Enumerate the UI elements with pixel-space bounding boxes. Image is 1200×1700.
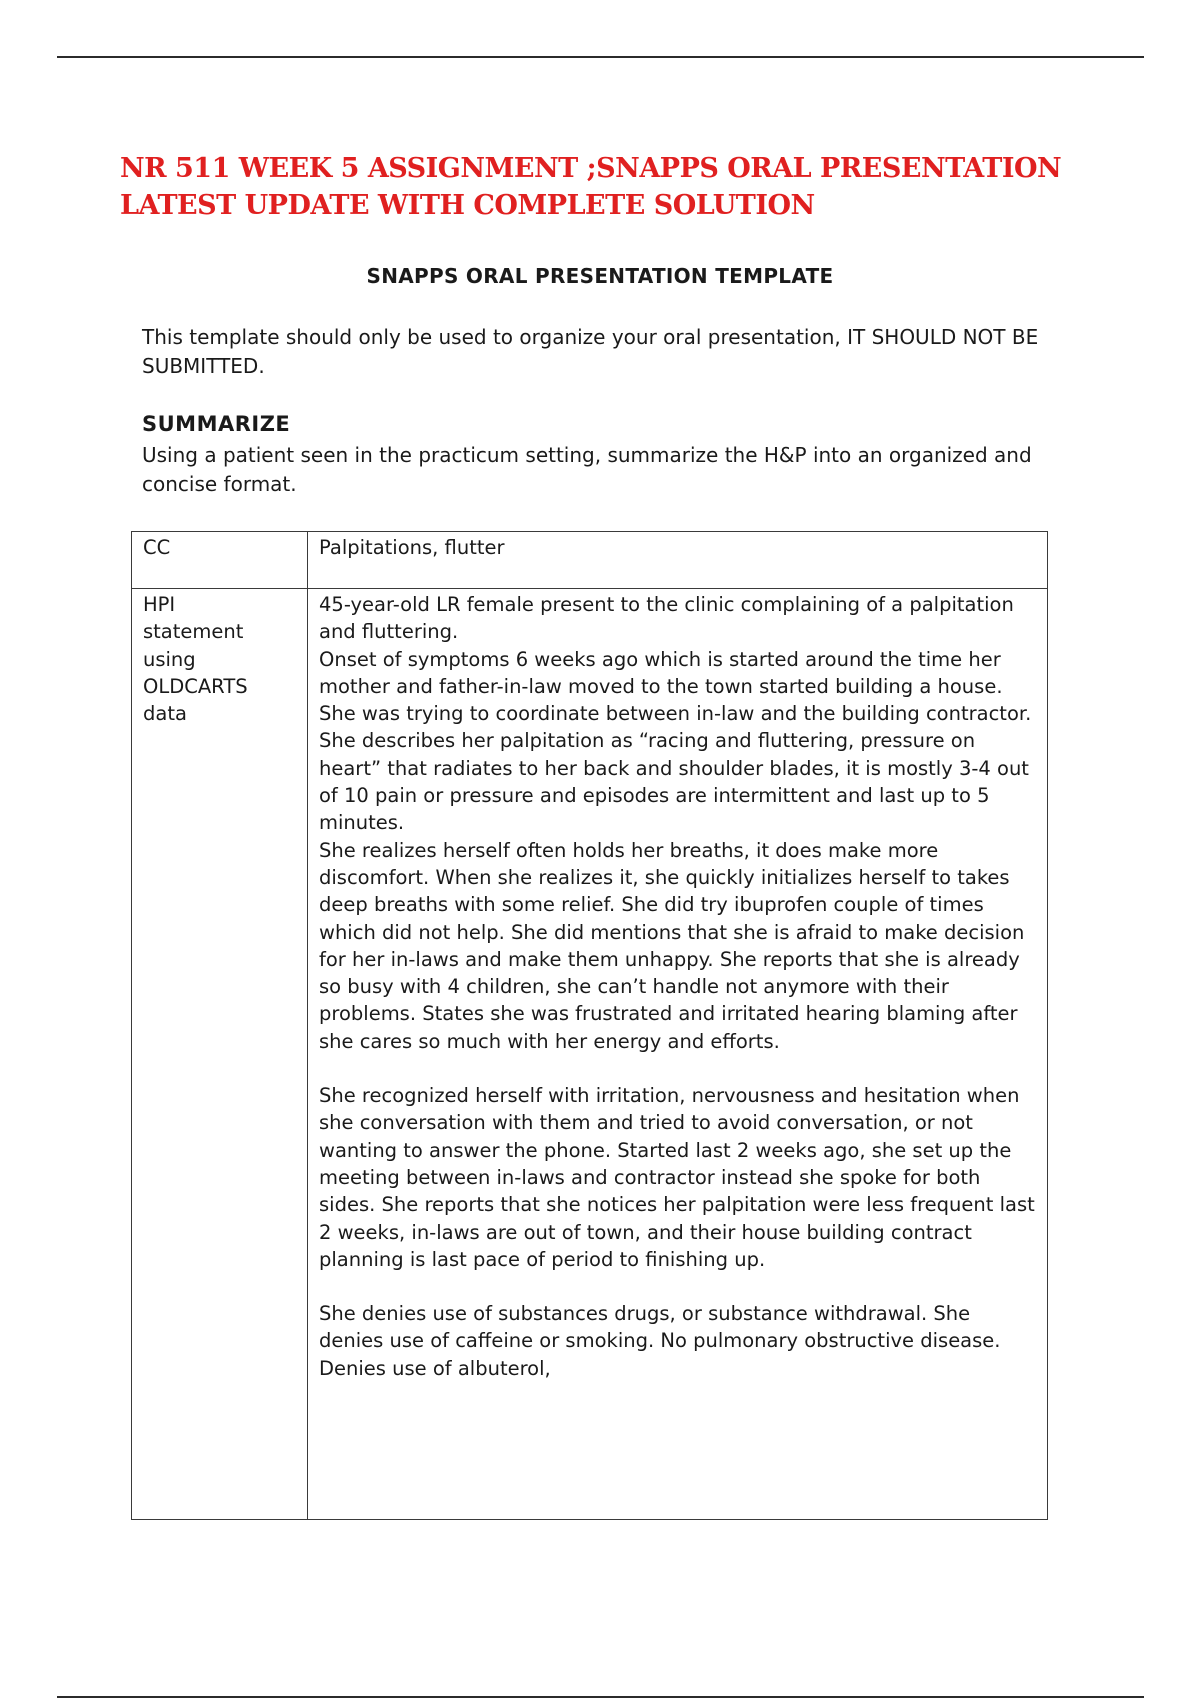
hpi-label-line: HPI xyxy=(143,593,176,616)
hpi-paragraph: 45-year-old LR female present to the clinic complaining of a palpitation and fluttering. Onset of symptoms 6 weeks ago which is started around the time her mother and father-in-law moved to the town started building a house. She was trying to coordinate between in-law and the building contractor. She describes her palpitation as “racing and fluttering, pressure on heart” that radiates to her back and shoulder blades, it is mostly 3-4 out of 10 pain or pressure and episodes are intermittent and last up to 5 minutes. She realizes herself often holds her breaths, it does make more discomfort. When she realizes it, she quickly initializes herself to takes deep breaths with some relief. She did try ibuprofen couple of times which did not help. She did mentions that she is afraid to make decision for her in-laws and make them unhappy. She reports that she is already so busy with 4 children, she can’t handle not anymore with their problems. States she was frustrated and irritated hearing blaming after she cares so much with her energy and efforts. xyxy=(319,593,1032,1053)
template-heading: SNAPPS ORAL PRESENTATION TEMPLATE xyxy=(366,264,834,288)
title-line-1: NR 511 WEEK 5 ASSIGNMENT ;SNAPPS ORAL PRESENTATION xyxy=(120,153,1062,184)
bottom-rule xyxy=(57,1696,1144,1698)
hpi-value xyxy=(308,589,1048,1520)
hpi-label-line: OLDCARTS xyxy=(143,674,248,698)
table-row-cc xyxy=(132,532,1048,589)
hpi-label-line: using xyxy=(143,647,196,671)
hpi-label xyxy=(132,589,308,1520)
section-heading-summarize: SUMMARIZE xyxy=(142,412,291,436)
table-row-hpi xyxy=(132,589,1048,1520)
hpi-label-line: statement xyxy=(143,620,244,644)
hpi-paragraph: She denies use of substances drugs, or substance withdrawal. She denies use of caffeine or smoking. No pulmonary obstructive disease. Denies use of albuterol, xyxy=(319,1302,1001,1380)
cc-label: CC xyxy=(132,532,308,589)
section-description: Using a patient seen in the practicum setting, summarize the H&P into an organized and concise format. xyxy=(142,443,1032,496)
hpi-paragraph: She recognized herself with irritation, nervousness and hesitation when she conversation with them and tried to avoid conversation, or not wanting to answer the phone. Started last 2 weeks ago, she set up the meeting between in-laws and contractor instead she spoke for both sides. She reports that she notices her palpitation were less frequent last 2 weeks, in-laws are out of town, and their house building contract planning is last pace of period to finishing up. xyxy=(319,1084,1035,1271)
top-rule xyxy=(57,56,1144,58)
title-line-2: LATEST UPDATE WITH COMPLETE SOLUTION xyxy=(120,190,815,221)
usage-note: This template should only be used to organize your oral presentation, IT SHOULD NOT BE SUBMITTED. xyxy=(142,325,1039,378)
summary-table xyxy=(131,531,1048,1520)
hpi-label-line: data xyxy=(143,702,187,726)
cc-value: Palpitations, flutter xyxy=(308,532,1048,589)
document-title xyxy=(120,150,1080,224)
